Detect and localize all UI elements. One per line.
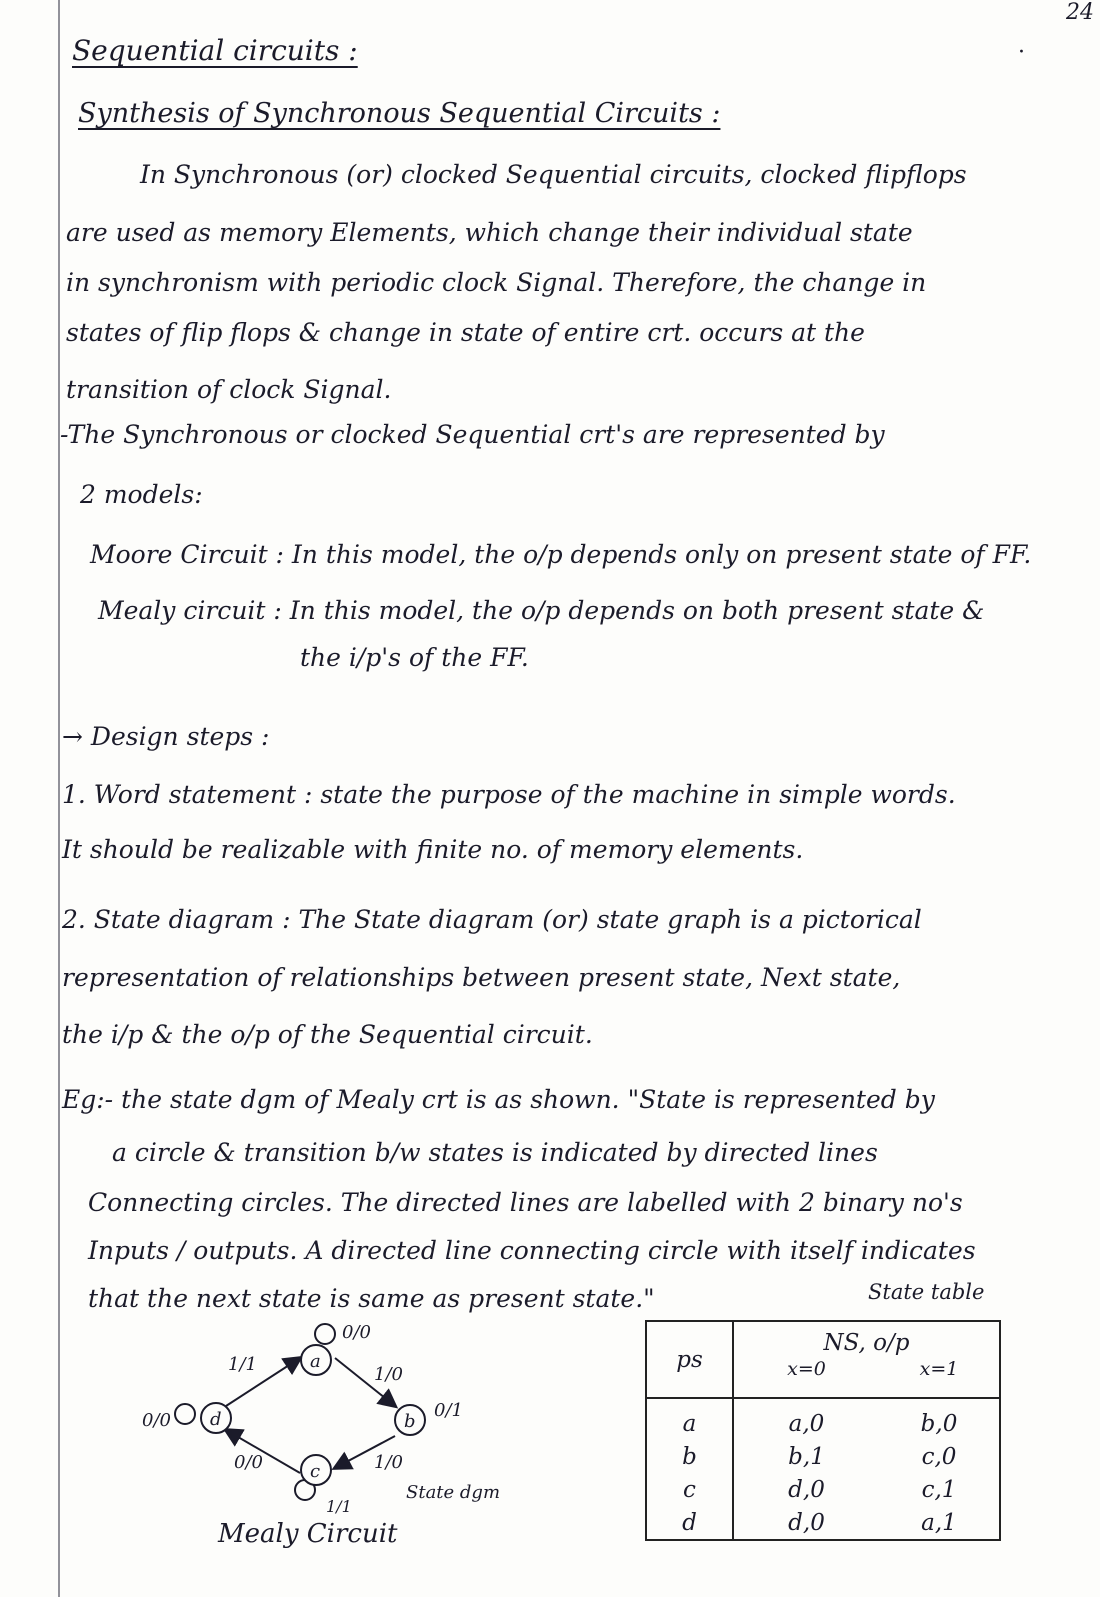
state-a-label: a (310, 1351, 321, 1372)
header-ps: ps (646, 1321, 733, 1398)
label-b-to-c: 1/0 (374, 1452, 403, 1473)
label-a-to-b: 1/0 (374, 1364, 403, 1385)
state-d-label: d (210, 1409, 222, 1430)
margin-line (58, 0, 60, 1597)
ink-dot: · (1018, 40, 1025, 65)
example-line-3: Connecting circles. The directed lines are labelled with 2 binary no's (88, 1188, 963, 1217)
state-b-label: b (404, 1411, 416, 1432)
intro-line-2: are used as memory Elements, which change their individual state (66, 218, 913, 247)
label-d-self: 0/0 (142, 1410, 171, 1431)
page-title: Sequential circuits : (72, 34, 358, 67)
row-x1: b,0 (920, 1410, 958, 1437)
intro-line-5: transition of clock Signal. (66, 375, 392, 404)
models-line-1: -The Synchronous or clocked Sequential crt's are represented by (60, 420, 885, 449)
header-x-values (734, 1358, 999, 1380)
mealy-state-diagram (130, 1318, 510, 1588)
label-d-to-a: 1/1 (228, 1354, 257, 1375)
row-x0: a,0 (788, 1410, 825, 1437)
table-row (646, 1440, 1000, 1473)
example-line-2: a circle & transition b/w states is indicated by directed lines (112, 1138, 878, 1167)
row-ps: c (646, 1473, 733, 1506)
label-c-to-d: 0/0 (234, 1452, 263, 1473)
self-loop-d (175, 1404, 195, 1424)
step2-line-3: the i/p & the o/p of the Sequential circuit. (62, 1020, 593, 1049)
state-table (645, 1320, 1001, 1541)
table-row (646, 1398, 1000, 1440)
row-ps: d (646, 1506, 733, 1540)
row-x1: a,1 (921, 1509, 957, 1536)
section-heading: Synthesis of Synchronous Sequential Circuits : (78, 98, 721, 129)
header-x1: x=1 (919, 1358, 959, 1380)
intro-line-3: in synchronism with periodic clock Signal. Therefore, the change in (66, 268, 927, 297)
row-x1: c,1 (921, 1476, 957, 1503)
label-a-self: 0/0 (342, 1322, 371, 1343)
mealy-definition-cont: the i/p's of the FF. (300, 643, 529, 672)
header-ns-op-label: NS, o/p (823, 1330, 910, 1356)
state-table-header (646, 1321, 1000, 1398)
example-line-1: Eg:- the state dgm of Mealy crt is as shown. "State is represented by (62, 1085, 935, 1114)
intro-line-1: In Synchronous (or) clocked Sequential circuits, clocked flipflops (140, 160, 967, 189)
step2-line-1: 2. State diagram : The State diagram (or) state graph is a pictorical (62, 905, 922, 934)
step2-line-2: representation of relationships between present state, Next state, (62, 963, 901, 992)
diagram-caption: State dgm (406, 1482, 501, 1503)
state-table-title: State table (868, 1280, 985, 1304)
row-ps: a (646, 1398, 733, 1440)
header-x0: x=0 (787, 1358, 826, 1380)
table-row (646, 1473, 1000, 1506)
label-b-self: 0/1 (434, 1400, 463, 1421)
example-line-5: that the next state is same as present state." (88, 1284, 655, 1313)
models-line-2: 2 models: (80, 480, 203, 509)
state-c-label: c (310, 1461, 321, 1482)
header-ns-op (733, 1321, 1000, 1398)
row-x1: c,0 (921, 1443, 957, 1470)
diagram-title: Mealy Circuit (218, 1519, 398, 1549)
mealy-definition: Mealy circuit : In this model, the o/p depends on both present state & (98, 596, 985, 625)
self-loop-a (315, 1324, 335, 1344)
example-line-4: Inputs / outputs. A directed line connecting circle with itself indicates (88, 1236, 976, 1265)
row-x0: b,1 (788, 1443, 825, 1470)
page-number: 24 (1066, 0, 1094, 25)
row-ps: b (646, 1440, 733, 1473)
intro-line-4: states of flip flops & change in state of entire crt. occurs at the (66, 318, 865, 347)
row-x0: d,0 (788, 1476, 825, 1503)
design-steps-heading: → Design steps : (62, 722, 270, 751)
step1-line-2: It should be realizable with finite no. of memory elements. (62, 835, 804, 864)
moore-definition: Moore Circuit : In this model, the o/p depends only on present state of FF. (90, 540, 1032, 569)
label-c-self: 1/1 (326, 1497, 352, 1516)
step1-line-1: 1. Word statement : state the purpose of the machine in simple words. (62, 780, 956, 809)
row-x0: d,0 (788, 1509, 825, 1536)
table-row (646, 1506, 1000, 1540)
